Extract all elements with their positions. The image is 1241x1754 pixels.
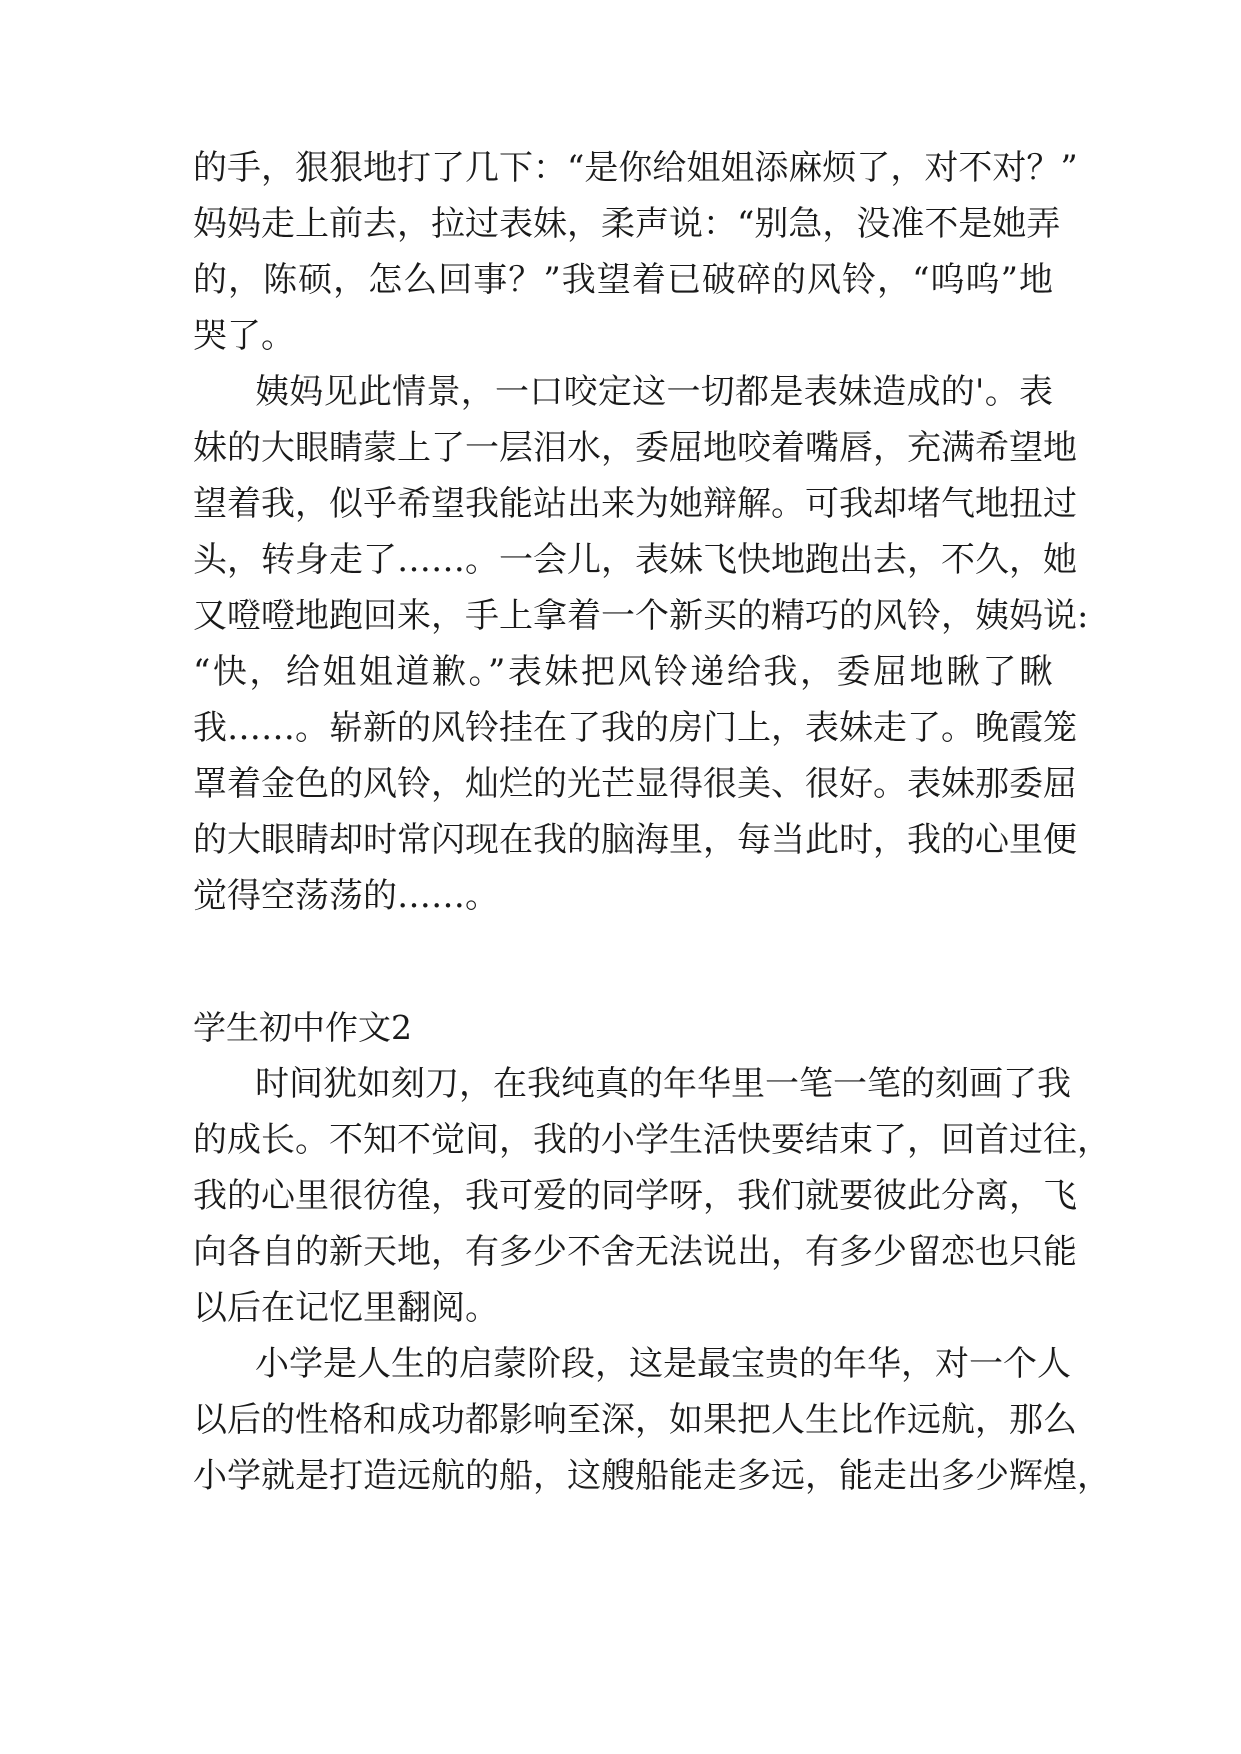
text-line: 罩着金色的风铃，灿烂的光芒显得很美、很好。表妹那委屈: [193, 764, 1077, 804]
text-line: 头，转身走了……。一会儿，表妹飞快地跑出去，不久，她: [193, 540, 1077, 580]
text-line: 我……。崭新的风铃挂在了我的房门上，表妹走了。晚霞笼: [193, 708, 1077, 748]
text-line: 姨妈见此情景，一口咬定这一切都是表妹造成的'。表: [255, 372, 1053, 412]
text-line: 的手，狠狠地打了几下：“是你给姐姐添麻烦了，对不对？”: [193, 148, 1078, 188]
text-line: 妹的大眼睛蒙上了一层泪水，委屈地咬着嘴唇，充满希望地: [193, 428, 1077, 468]
text-line: “快，给姐姐道歉。”表妹把风铃递给我，委屈地瞅了瞅: [193, 652, 1053, 692]
text-line: 的成长。不知不觉间，我的小学生活快要结束了，回首过往，: [193, 1120, 1111, 1160]
section-heading: 学生初中作文2: [193, 1008, 412, 1047]
text-line: 觉得空荡荡的……。: [193, 876, 499, 916]
text-line: 小学是人生的启蒙阶段，这是最宝贵的年华，对一个人: [255, 1344, 1071, 1384]
text-line: 妈妈走上前去，拉过表妹，柔声说：“别急，没准不是她弄: [193, 204, 1061, 244]
text-line: 的，陈硕，怎么回事？”我望着已破碎的风铃，“呜呜”地: [193, 260, 1053, 300]
text-line: 又噔噔地跑回来，手上拿着一个新买的精巧的风铃，姨妈说:: [193, 596, 1089, 636]
text-line: 以后的性格和成功都影响至深，如果把人生比作远航，那么: [193, 1400, 1077, 1440]
text-line: 时间犹如刻刀，在我纯真的年华里一笔一笔的刻画了我: [255, 1064, 1071, 1104]
text-line: 的大眼睛却时常闪现在我的脑海里，每当此时，我的心里便: [193, 820, 1077, 860]
text-line: 向各自的新天地，有多少不舍无法说出，有多少留恋也只能: [193, 1232, 1077, 1272]
text-line: 哭了。: [193, 316, 295, 356]
text-line: 望着我，似乎希望我能站出来为她辩解。可我却堵气地扭过: [193, 484, 1077, 524]
text-line: 以后在记忆里翻阅。: [193, 1288, 499, 1328]
text-line: 小学就是打造远航的船，这艘船能走多远，能走出多少辉煌，: [193, 1456, 1111, 1496]
text-line: 我的心里很彷徨，我可爱的同学呀，我们就要彼此分离，飞: [193, 1176, 1077, 1216]
